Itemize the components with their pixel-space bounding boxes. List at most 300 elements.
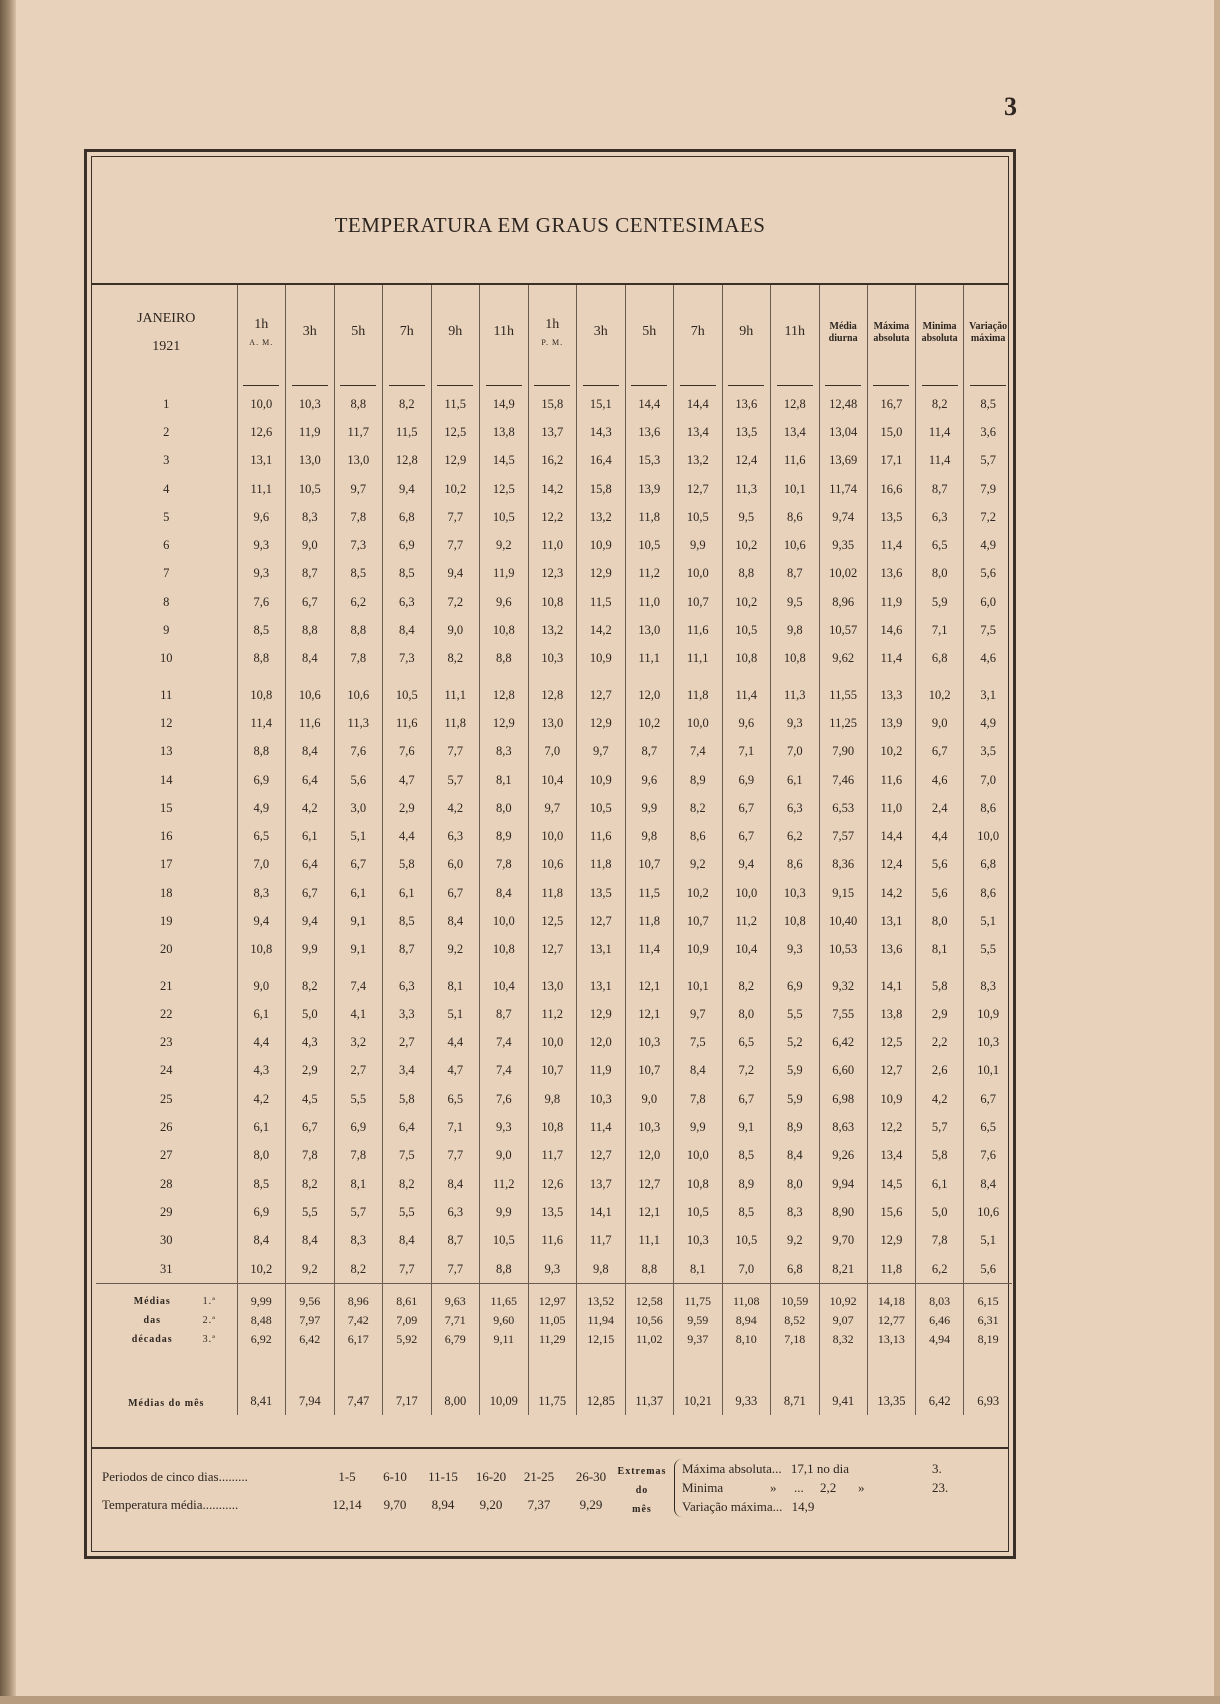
value-cell: 6,1	[334, 879, 383, 907]
value-cell: 10,2	[625, 709, 674, 737]
value-cell: 11,4	[916, 447, 964, 475]
value-cell: 4,2	[916, 1085, 964, 1113]
table-row	[96, 936, 1012, 964]
value-cell: 14,1	[577, 1198, 626, 1226]
value-cell: 12,8	[383, 447, 432, 475]
value-cell: 11,0	[625, 588, 674, 616]
value-cell: 13,7	[577, 1170, 626, 1198]
value-cell: 15,6	[867, 1198, 915, 1226]
day-cell: 11	[96, 673, 237, 709]
value-cell: 9,3	[480, 1113, 529, 1141]
value-cell: 10,0	[237, 390, 286, 418]
value-cell: 10,0	[528, 822, 577, 850]
value-cell: 8,3	[480, 738, 529, 766]
value-cell: 11,0	[528, 531, 577, 559]
month-header	[96, 285, 237, 380]
variacao-value: 14,9	[791, 1499, 815, 1514]
day-cell: 3	[96, 447, 237, 475]
year: 1921	[152, 338, 181, 354]
value-cell: 11,6	[867, 766, 915, 794]
header-underline	[431, 380, 480, 390]
value-cell: 14,2	[577, 616, 626, 644]
value-cell: 10,0	[674, 709, 723, 737]
value-cell: 10,0	[528, 1029, 577, 1057]
value-cell: 6,5	[722, 1029, 771, 1057]
minima-row	[682, 1480, 949, 1500]
value-cell: 10,8	[771, 645, 820, 673]
hour-header: 7h	[674, 285, 723, 380]
value-cell: 6,7	[980, 1091, 996, 1106]
value-cell: 4,2	[286, 794, 335, 822]
value-cell: 9,7	[674, 1000, 723, 1028]
decade-mean-cell: 8,61	[383, 1284, 432, 1312]
value-cell: 7,8	[334, 645, 383, 673]
value-cell: 10,0	[722, 879, 771, 907]
value-cell: 12,48	[819, 390, 867, 418]
table-row	[96, 964, 1012, 1000]
value-cell: 13,5	[867, 503, 915, 531]
value-cell: 7,8	[334, 1142, 383, 1170]
decade-mean-cell: 10,59	[771, 1284, 820, 1312]
hour-header: 3h	[286, 285, 335, 380]
decade-mean-cell: 9,60	[480, 1311, 529, 1330]
value-cell: 8,1	[431, 964, 480, 1000]
minima-dots: ...	[794, 1480, 804, 1495]
value-cell: 9,0	[286, 531, 335, 559]
value-cell: 10,5	[480, 503, 529, 531]
period-temp: 12,14	[332, 1497, 362, 1512]
decade-label	[96, 1284, 237, 1312]
value-cell: 10,3	[625, 1029, 674, 1057]
value-cell: 10,8	[237, 673, 286, 709]
value-cell: 10,2	[431, 475, 480, 503]
value-cell: 11,2	[480, 1170, 529, 1198]
value-cell: 13,2	[674, 447, 723, 475]
value-cell: 9,6	[237, 503, 286, 531]
value-cell: 10,8	[528, 588, 577, 616]
value-cell: 13,1	[237, 447, 286, 475]
extremes-label: mês	[632, 1504, 652, 1515]
table-row	[96, 794, 1012, 822]
value-cell: 6,1	[383, 879, 432, 907]
value-cell: 10,2	[722, 531, 771, 559]
value-cell: 10,5	[722, 1227, 771, 1255]
value-cell: 13,1	[577, 936, 626, 964]
decade-mean-cell: 7,42	[334, 1311, 383, 1330]
value-cell: 9,3	[771, 709, 820, 737]
temp-media-label: Temperatura média...........	[102, 1497, 239, 1512]
value-cell: 16,7	[867, 390, 915, 418]
value-cell: 8,3	[237, 879, 286, 907]
value-cell: 6,3	[431, 822, 480, 850]
variacao-row	[682, 1499, 814, 1519]
value-cell: 8,5	[237, 616, 286, 644]
table-row	[96, 1255, 1012, 1284]
periods-label: Periodos de cinco dias.........	[102, 1469, 248, 1484]
value-cell: 12,5	[431, 418, 480, 446]
value-cell: 8,5	[383, 560, 432, 588]
value-cell: 3,0	[334, 794, 383, 822]
month-mean-cell: 9,41	[819, 1349, 867, 1415]
value-cell: 10,3	[625, 1113, 674, 1141]
value-cell: 9,94	[819, 1170, 867, 1198]
value-cell: 13,2	[577, 503, 626, 531]
value-cell: 10,7	[625, 1057, 674, 1085]
value-cell: 10,8	[674, 1170, 723, 1198]
value-cell: 6,3	[431, 1198, 480, 1226]
table-row	[96, 447, 1012, 475]
value-cell: 10,0	[674, 1142, 723, 1170]
day-cell: 19	[96, 907, 237, 935]
value-cell: 10,6	[286, 673, 335, 709]
value-cell: 10,8	[771, 907, 820, 935]
decade-mean-cell: 9,07	[819, 1311, 867, 1330]
value-cell: 10,7	[528, 1057, 577, 1085]
value-cell: 7,9	[980, 481, 996, 496]
value-cell: 6,0	[431, 851, 480, 879]
value-cell: 11,8	[431, 709, 480, 737]
value-cell: 9,4	[431, 560, 480, 588]
value-cell: 9,3	[528, 1255, 577, 1284]
value-cell: 5,7	[431, 766, 480, 794]
value-cell: 14,2	[528, 475, 577, 503]
decade-mean-cell: 6,79	[431, 1330, 480, 1349]
table-row	[96, 588, 1012, 616]
value-cell: 11,8	[528, 879, 577, 907]
value-cell: 11,2	[528, 1000, 577, 1028]
value-cell: 7,6	[383, 738, 432, 766]
header-underline	[286, 380, 335, 390]
value-cell: 5,6	[980, 566, 996, 581]
table-row	[96, 503, 1012, 531]
decade-mean-cell: 9,59	[674, 1311, 723, 1330]
value-cell: 12,7	[674, 475, 723, 503]
value-cell: 5,5	[771, 1000, 820, 1028]
header-underline	[577, 380, 626, 390]
value-cell: 11,6	[383, 709, 432, 737]
day-cell: 1	[96, 390, 237, 418]
value-cell: 12,3	[528, 560, 577, 588]
decade-mean-cell: 9,56	[286, 1284, 335, 1312]
book-spine	[0, 0, 16, 1704]
value-cell: 10,6	[977, 1204, 1000, 1219]
value-cell: 8,4	[431, 1170, 480, 1198]
value-cell: 13,7	[528, 418, 577, 446]
table-row	[96, 645, 1012, 673]
value-cell: 12,9	[480, 709, 529, 737]
day-cell: 6	[96, 531, 237, 559]
value-cell: 12,0	[625, 1142, 674, 1170]
value-cell: 11,6	[286, 709, 335, 737]
day-cell: 20	[96, 936, 237, 964]
value-cell: 9,9	[480, 1198, 529, 1226]
value-cell: 4,4	[916, 822, 964, 850]
value-cell: 10,9	[577, 645, 626, 673]
value-cell: 11,8	[577, 851, 626, 879]
value-cell: 8,8	[480, 1255, 529, 1284]
extremes-label: do	[635, 1485, 649, 1496]
value-cell: 11,9	[577, 1057, 626, 1085]
value-cell: 9,35	[819, 531, 867, 559]
value-cell: 5,5	[383, 1198, 432, 1226]
value-cell: 6,4	[383, 1113, 432, 1141]
header-underline	[771, 380, 820, 390]
value-cell: 4,3	[237, 1057, 286, 1085]
value-cell: 7,4	[674, 738, 723, 766]
minima-ditto: »	[858, 1480, 865, 1495]
value-cell: 2,9	[383, 794, 432, 822]
value-cell: 8,4	[286, 645, 335, 673]
table-body	[96, 380, 1012, 1415]
value-cell: 7,8	[286, 1142, 335, 1170]
value-cell: 7,0	[722, 1255, 771, 1284]
value-cell: 12,7	[577, 1142, 626, 1170]
value-cell: 4,3	[286, 1029, 335, 1057]
value-cell: 11,25	[819, 709, 867, 737]
month-mean-cell: 6,42	[916, 1349, 964, 1415]
decade-mean-row	[96, 1284, 1012, 1312]
value-cell: 8,0	[771, 1170, 820, 1198]
value-cell: 6,1	[286, 822, 335, 850]
value-cell: 6,7	[286, 588, 335, 616]
value-cell: 12,5	[867, 1029, 915, 1057]
value-cell: 6,3	[916, 503, 964, 531]
value-cell: 9,9	[625, 794, 674, 822]
value-cell: 5,8	[916, 964, 964, 1000]
table-row	[96, 531, 1012, 559]
value-cell: 10,2	[722, 588, 771, 616]
value-cell: 11,3	[771, 673, 820, 709]
value-cell: 8,4	[674, 1057, 723, 1085]
value-cell: 8,96	[819, 588, 867, 616]
value-cell: 13,0	[528, 964, 577, 1000]
value-cell: 9,4	[383, 475, 432, 503]
value-cell: 8,63	[819, 1113, 867, 1141]
media-diurna-header: Média diurna	[819, 285, 867, 380]
value-cell: 10,0	[674, 560, 723, 588]
value-cell: 8,2	[916, 390, 964, 418]
day-cell: 23	[96, 1029, 237, 1057]
day-cell: 22	[96, 1000, 237, 1028]
decade-mean-cell: 6,17	[334, 1330, 383, 1349]
value-cell: 7,0	[771, 738, 820, 766]
value-cell: 9,70	[819, 1227, 867, 1255]
value-cell: 7,7	[431, 738, 480, 766]
value-cell: 3,2	[334, 1029, 383, 1057]
value-cell: 10,6	[334, 673, 383, 709]
decade-mean-cell: 7,71	[431, 1311, 480, 1330]
decade-mean-cell: 8,32	[819, 1330, 867, 1349]
day-cell: 21	[96, 964, 237, 1000]
decade-mean-cell: 8,96	[334, 1284, 383, 1312]
value-cell: 11,8	[674, 673, 723, 709]
value-cell: 4,4	[431, 1029, 480, 1057]
value-cell: 5,7	[334, 1198, 383, 1226]
decade-mean-cell: 6,46	[916, 1311, 964, 1330]
value-cell: 6,4	[286, 766, 335, 794]
value-cell: 6,8	[916, 645, 964, 673]
day-cell: 2	[96, 418, 237, 446]
decade-mean-cell: 8,03	[916, 1284, 964, 1312]
value-cell: 7,6	[237, 588, 286, 616]
value-cell: 11,55	[819, 673, 867, 709]
value-cell: 8,2	[286, 964, 335, 1000]
value-cell: 7,55	[819, 1000, 867, 1028]
value-cell: 12,1	[625, 1198, 674, 1226]
value-cell: 8,6	[771, 503, 820, 531]
header-underline	[916, 380, 964, 390]
value-cell: 2,4	[916, 794, 964, 822]
decade-mean-cell: 8,10	[722, 1330, 771, 1349]
value-cell: 8,4	[383, 616, 432, 644]
value-cell: 13,2	[528, 616, 577, 644]
value-cell: 8,6	[674, 822, 723, 850]
value-cell: 4,2	[237, 1085, 286, 1113]
day-cell: 26	[96, 1113, 237, 1141]
decade-ordinal: 2.ª	[202, 1315, 216, 1327]
value-cell: 9,4	[722, 851, 771, 879]
value-cell: 10,2	[916, 673, 964, 709]
value-cell: 6,4	[286, 851, 335, 879]
value-cell: 11,6	[577, 822, 626, 850]
value-cell: 13,5	[722, 418, 771, 446]
maxima-day: 3.	[932, 1461, 942, 1476]
value-cell: 7,7	[383, 1255, 432, 1284]
value-cell: 8,5	[237, 1170, 286, 1198]
value-cell: 10,5	[286, 475, 335, 503]
minima-ditto: »	[770, 1480, 777, 1495]
am-label: A. M.	[249, 338, 274, 348]
value-cell: 8,8	[286, 616, 335, 644]
value-cell: 12,1	[625, 964, 674, 1000]
month-mean-cell: 10,21	[674, 1349, 723, 1415]
decade-mean-cell: 8,94	[722, 1311, 771, 1330]
month-mean-cell: 10,09	[480, 1349, 529, 1415]
value-cell: 11,8	[625, 907, 674, 935]
value-cell: 6,1	[916, 1170, 964, 1198]
value-cell: 13,1	[577, 964, 626, 1000]
day-cell: 16	[96, 822, 237, 850]
value-cell: 13,6	[625, 418, 674, 446]
maxima-absoluta-header: Máxima absoluta	[867, 285, 915, 380]
value-cell: 9,1	[334, 936, 383, 964]
period-range: 26-30	[575, 1469, 607, 1484]
value-cell: 9,0	[237, 964, 286, 1000]
table-row	[96, 475, 1012, 503]
value-cell: 10,1	[771, 475, 820, 503]
value-cell: 12,5	[480, 475, 529, 503]
value-cell: 11,1	[237, 475, 286, 503]
value-cell: 8,9	[674, 766, 723, 794]
day-cell: 18	[96, 879, 237, 907]
value-cell: 9,3	[237, 531, 286, 559]
value-cell: 9,2	[674, 851, 723, 879]
day-cell: 14	[96, 766, 237, 794]
value-cell: 8,7	[286, 560, 335, 588]
value-cell: 13,9	[625, 475, 674, 503]
value-cell: 9,6	[722, 709, 771, 737]
decade-mean-cell: 5,92	[383, 1330, 432, 1349]
decade-ordinal: 3.ª	[202, 1334, 216, 1346]
value-cell: 6,60	[819, 1057, 867, 1085]
value-cell: 11,1	[625, 1227, 674, 1255]
value-cell: 5,1	[980, 1233, 996, 1248]
value-cell: 12,2	[867, 1113, 915, 1141]
value-cell: 6,7	[722, 822, 771, 850]
value-cell: 5,1	[334, 822, 383, 850]
value-cell: 9,9	[286, 936, 335, 964]
table-row	[96, 1198, 1012, 1226]
value-cell: 10,8	[528, 1113, 577, 1141]
value-cell: 8,6	[980, 800, 996, 815]
value-cell: 6,9	[334, 1113, 383, 1141]
value-cell: 5,5	[980, 942, 996, 957]
value-cell: 10,4	[528, 766, 577, 794]
value-cell: 10,6	[528, 851, 577, 879]
day-cell: 28	[96, 1170, 237, 1198]
month-mean-cell: 11,37	[625, 1349, 674, 1415]
value-cell: 15,3	[625, 447, 674, 475]
value-cell: 6,7	[334, 851, 383, 879]
value-cell: 7,3	[383, 645, 432, 673]
value-cell: 6,8	[980, 857, 996, 872]
value-cell: 11,8	[625, 503, 674, 531]
value-cell: 10,5	[577, 794, 626, 822]
value-cell: 10,02	[819, 560, 867, 588]
value-cell: 10,3	[286, 390, 335, 418]
decade-mean-cell: 9,63	[431, 1284, 480, 1312]
value-cell: 9,0	[480, 1142, 529, 1170]
value-cell: 5,9	[771, 1085, 820, 1113]
value-cell: 12,7	[528, 936, 577, 964]
value-cell: 9,8	[625, 822, 674, 850]
value-cell: 5,6	[964, 1255, 1012, 1284]
day-cell: 25	[96, 1085, 237, 1113]
value-cell: 9,74	[819, 503, 867, 531]
decade-mean-cell: 4,94	[916, 1330, 964, 1349]
value-cell: 7,5	[674, 1029, 723, 1057]
table-row	[96, 851, 1012, 879]
value-cell: 8,4	[980, 1176, 996, 1191]
value-cell: 6,2	[334, 588, 383, 616]
hour-header: 5h	[625, 285, 674, 380]
value-cell: 11,4	[577, 1113, 626, 1141]
period-temp: 9,70	[383, 1497, 407, 1512]
minima-label: Minima	[682, 1480, 724, 1495]
header-row	[96, 285, 1012, 380]
value-cell: 10,3	[528, 645, 577, 673]
value-cell: 11,2	[625, 560, 674, 588]
decade-mean-cell: 12,58	[625, 1284, 674, 1312]
value-cell: 6,3	[771, 794, 820, 822]
decade-mean-cell: 9,37	[674, 1330, 723, 1349]
value-cell: 8,8	[334, 616, 383, 644]
decade-mean-cell: 12,15	[577, 1330, 626, 1349]
value-cell: 10,3	[674, 1227, 723, 1255]
value-cell: 5,1	[431, 1000, 480, 1028]
decade-mean-cell: 14,18	[867, 1284, 915, 1312]
period-range: 11-15	[428, 1469, 458, 1484]
value-cell: 15,1	[577, 390, 626, 418]
hour-header: 11h	[771, 285, 820, 380]
value-cell: 8,1	[334, 1170, 383, 1198]
value-cell: 14,6	[867, 616, 915, 644]
decade-row-label: das	[143, 1315, 161, 1327]
month-mean-cell: 8,41	[237, 1349, 286, 1415]
month-mean-cell: 8,00	[431, 1349, 480, 1415]
hour-header: 1h A. M.	[237, 285, 286, 380]
value-cell: 12,2	[528, 503, 577, 531]
